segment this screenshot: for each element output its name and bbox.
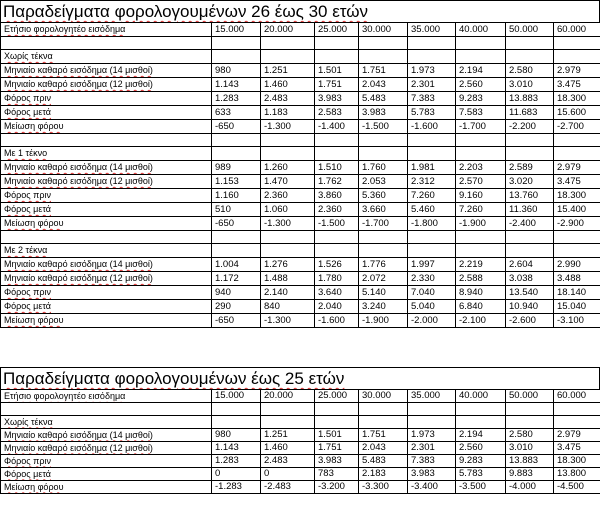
- value-cell: 1.172: [212, 272, 261, 286]
- value-cell: 18.300: [554, 454, 600, 467]
- value-cell: -2.000: [408, 314, 456, 328]
- table-row: [1, 454, 600, 467]
- value-cell: 2.301: [408, 441, 456, 454]
- value-cell: 1.780: [315, 272, 359, 286]
- value-cell: -650: [212, 314, 261, 328]
- value-cell: -2.400: [506, 217, 554, 231]
- row-label: Φόρος πριν: [1, 189, 212, 203]
- table-row: [1, 300, 600, 314]
- row-label: Ετήσιο φορολογητέο εισόδημα: [1, 23, 212, 37]
- value-cell: 633: [212, 106, 261, 120]
- row-label: Μηνιαίο καθαρό εισόδημα (12 μισθοί): [1, 78, 212, 92]
- value-cell: 9.283: [456, 92, 506, 106]
- value-cell: 510: [212, 203, 261, 217]
- value-cell: 5.460: [408, 203, 456, 217]
- value-cell: 3.983: [315, 454, 359, 467]
- value-cell: 1.751: [359, 64, 408, 78]
- value-cell: -2.200: [506, 120, 554, 134]
- value-cell: 2.979: [554, 161, 600, 175]
- value-cell: 2.604: [506, 258, 554, 272]
- income-cell: 40.000: [456, 390, 506, 403]
- value-cell: 7.383: [408, 92, 456, 106]
- value-cell: 1.153: [212, 175, 261, 189]
- table-row: [1, 120, 600, 134]
- value-cell: -650: [212, 217, 261, 231]
- spacer-row: [1, 403, 600, 416]
- table-row: [1, 175, 600, 189]
- income-cell: 40.000: [456, 23, 506, 37]
- value-cell: 1.470: [261, 175, 315, 189]
- table-row: [1, 64, 600, 78]
- value-cell: -1.500: [315, 217, 359, 231]
- value-cell: 3.010: [506, 441, 554, 454]
- row-label: Μηνιαίο καθαρό εισόδημα (12 μισθοί): [1, 441, 212, 454]
- value-cell: -1.300: [261, 217, 315, 231]
- section-header-row: [1, 147, 600, 161]
- value-cell: 2.560: [456, 78, 506, 92]
- value-cell: 2.979: [554, 64, 600, 78]
- value-cell: 2.301: [408, 78, 456, 92]
- value-cell: 9.160: [456, 189, 506, 203]
- value-cell: 2.043: [359, 78, 408, 92]
- value-cell: 1.973: [408, 428, 456, 441]
- value-cell: 2.588: [456, 272, 506, 286]
- value-cell: 3.640: [315, 286, 359, 300]
- row-label: Μείωση φόρου: [1, 217, 212, 231]
- value-cell: 5.783: [408, 106, 456, 120]
- value-cell: 2.194: [456, 428, 506, 441]
- table-row: [1, 314, 600, 328]
- value-cell: 2.560: [456, 441, 506, 454]
- value-cell: -1.500: [359, 120, 408, 134]
- value-cell: -1.400: [315, 120, 359, 134]
- table-row: [1, 428, 600, 441]
- value-cell: 5.483: [359, 92, 408, 106]
- row-label: Μηνιαίο καθαρό εισόδημα (12 μισθοί): [1, 272, 212, 286]
- row-label: Μηνιαίο καθαρό εισόδημα (14 μισθοί): [1, 258, 212, 272]
- value-cell: 980: [212, 64, 261, 78]
- value-cell: 2.570: [456, 175, 506, 189]
- value-cell: -3.500: [456, 480, 506, 493]
- value-cell: 7.383: [408, 454, 456, 467]
- table-title: Παραδείγματα φορολογουμένων 26 έως 30 ετών: [0, 0, 600, 22]
- value-cell: -1.900: [359, 314, 408, 328]
- value-cell: 3.488: [554, 272, 600, 286]
- table-row: [1, 480, 600, 493]
- value-cell: 2.183: [359, 467, 408, 480]
- value-cell: -1.300: [261, 120, 315, 134]
- value-cell: -1.283: [212, 480, 261, 493]
- value-cell: -1.600: [408, 120, 456, 134]
- value-cell: 2.203: [456, 161, 506, 175]
- table-row: [1, 78, 600, 92]
- value-cell: 2.580: [506, 64, 554, 78]
- value-cell: 1.488: [261, 272, 315, 286]
- income-cell: 60.000: [554, 390, 600, 403]
- value-cell: 9.883: [506, 467, 554, 480]
- row-label: Μείωση φόρου: [1, 480, 212, 493]
- value-cell: -1.600: [315, 314, 359, 328]
- spacer-row: [1, 134, 600, 147]
- value-cell: 13.800: [554, 467, 600, 480]
- value-cell: 18.300: [554, 92, 600, 106]
- header-row: [1, 23, 600, 37]
- row-label: Φόρος μετά: [1, 106, 212, 120]
- value-cell: 1.251: [261, 428, 315, 441]
- table-row: [1, 92, 600, 106]
- value-cell: 2.580: [506, 428, 554, 441]
- table-row: [1, 467, 600, 480]
- value-cell: 3.020: [506, 175, 554, 189]
- value-cell: -4.000: [506, 480, 554, 493]
- value-cell: 1.762: [315, 175, 359, 189]
- row-label: Φόρος μετά: [1, 467, 212, 480]
- section-label: Με 2 τέκνα: [1, 244, 212, 258]
- row-label: Μηνιαίο καθαρό εισόδημα (14 μισθοί): [1, 428, 212, 441]
- value-cell: -1.900: [456, 217, 506, 231]
- value-cell: 5.140: [359, 286, 408, 300]
- value-cell: 1.183: [261, 106, 315, 120]
- value-cell: 7.583: [456, 106, 506, 120]
- value-cell: 2.040: [315, 300, 359, 314]
- value-cell: 1.760: [359, 161, 408, 175]
- value-cell: 2.312: [408, 175, 456, 189]
- value-cell: 15.600: [554, 106, 600, 120]
- value-cell: -3.100: [554, 314, 600, 328]
- section-label: Με 1 τέκνο: [1, 147, 212, 161]
- value-cell: 2.589: [506, 161, 554, 175]
- row-label: Φόρος πριν: [1, 286, 212, 300]
- value-cell: 11.683: [506, 106, 554, 120]
- income-cell: 50.000: [506, 390, 554, 403]
- table-block-under-25: [0, 367, 600, 494]
- table-row: [1, 203, 600, 217]
- value-cell: 2.360: [315, 203, 359, 217]
- spacer-row: [1, 231, 600, 244]
- value-cell: 3.240: [359, 300, 408, 314]
- table-row: [1, 189, 600, 203]
- value-cell: 8.940: [456, 286, 506, 300]
- value-cell: 2.483: [261, 454, 315, 467]
- value-cell: 1.510: [315, 161, 359, 175]
- value-cell: -4.500: [554, 480, 600, 493]
- value-cell: -2.900: [554, 217, 600, 231]
- value-cell: -1.300: [261, 314, 315, 328]
- income-cell: 20.000: [261, 390, 315, 403]
- row-label: Ετήσιο φορολογητέο εισόδημα: [1, 390, 212, 403]
- value-cell: 1.751: [359, 428, 408, 441]
- value-cell: 3.010: [506, 78, 554, 92]
- value-cell: 18.300: [554, 189, 600, 203]
- table-title: Παραδείγματα φορολογουμένων έως 25 ετών: [0, 367, 600, 389]
- value-cell: 3.475: [554, 175, 600, 189]
- income-cell: 15.000: [212, 23, 261, 37]
- value-cell: 1.751: [315, 441, 359, 454]
- value-cell: 0: [261, 467, 315, 480]
- income-cell: 20.000: [261, 23, 315, 37]
- tax-table: [0, 389, 600, 494]
- row-label: Μηνιαίο καθαρό εισόδημα (14 μισθοί): [1, 64, 212, 78]
- value-cell: 5.360: [359, 189, 408, 203]
- value-cell: 0: [212, 467, 261, 480]
- row-label: Μηνιαίο καθαρό εισόδημα (12 μισθοί): [1, 175, 212, 189]
- value-cell: 2.483: [261, 92, 315, 106]
- value-cell: -650: [212, 120, 261, 134]
- value-cell: 3.475: [554, 441, 600, 454]
- value-cell: 2.219: [456, 258, 506, 272]
- value-cell: 13.760: [506, 189, 554, 203]
- value-cell: 1.143: [212, 78, 261, 92]
- value-cell: 2.194: [456, 64, 506, 78]
- value-cell: -3.200: [315, 480, 359, 493]
- row-label: Μηνιαίο καθαρό εισόδημα (14 μισθοί): [1, 161, 212, 175]
- value-cell: 1.973: [408, 64, 456, 78]
- value-cell: 5.483: [359, 454, 408, 467]
- value-cell: 5.783: [456, 467, 506, 480]
- income-cell: 60.000: [554, 23, 600, 37]
- section-label: Χωρίς τέκνα: [1, 50, 212, 64]
- value-cell: 1.997: [408, 258, 456, 272]
- value-cell: 1.460: [261, 78, 315, 92]
- value-cell: 1.751: [315, 78, 359, 92]
- header-row: [1, 390, 600, 403]
- value-cell: 13.540: [506, 286, 554, 300]
- value-cell: 1.283: [212, 454, 261, 467]
- table-row: [1, 272, 600, 286]
- value-cell: 1.981: [408, 161, 456, 175]
- value-cell: 1.160: [212, 189, 261, 203]
- income-cell: 30.000: [359, 390, 408, 403]
- value-cell: 2.979: [554, 428, 600, 441]
- row-label: Μείωση φόρου: [1, 120, 212, 134]
- value-cell: 18.140: [554, 286, 600, 300]
- value-cell: 5.040: [408, 300, 456, 314]
- table-row: [1, 217, 600, 231]
- income-cell: 25.000: [315, 23, 359, 37]
- income-cell: 35.000: [408, 390, 456, 403]
- value-cell: 290: [212, 300, 261, 314]
- value-cell: 989: [212, 161, 261, 175]
- spacer-row: [1, 37, 600, 50]
- value-cell: 13.883: [506, 454, 554, 467]
- section-label: Χωρίς τέκνα: [1, 415, 212, 428]
- income-cell: 15.000: [212, 390, 261, 403]
- section-header-row: [1, 244, 600, 258]
- value-cell: -2.100: [456, 314, 506, 328]
- value-cell: 2.043: [359, 441, 408, 454]
- table-row: [1, 258, 600, 272]
- value-cell: 1.260: [261, 161, 315, 175]
- value-cell: 6.840: [456, 300, 506, 314]
- income-cell: 35.000: [408, 23, 456, 37]
- value-cell: 3.983: [408, 467, 456, 480]
- row-label: Μείωση φόρου: [1, 314, 212, 328]
- value-cell: 7.260: [408, 189, 456, 203]
- value-cell: 1.501: [315, 428, 359, 441]
- value-cell: -2.483: [261, 480, 315, 493]
- value-cell: 11.360: [506, 203, 554, 217]
- value-cell: 1.251: [261, 64, 315, 78]
- value-cell: -2.700: [554, 120, 600, 134]
- value-cell: 2.360: [261, 189, 315, 203]
- tax-table: [0, 22, 600, 328]
- value-cell: -1.800: [408, 217, 456, 231]
- value-cell: 1.526: [315, 258, 359, 272]
- value-cell: 2.072: [359, 272, 408, 286]
- value-cell: -3.300: [359, 480, 408, 493]
- value-cell: 15.400: [554, 203, 600, 217]
- row-label: Φόρος μετά: [1, 300, 212, 314]
- value-cell: 1.501: [315, 64, 359, 78]
- table-row: [1, 441, 600, 454]
- value-cell: 1.004: [212, 258, 261, 272]
- value-cell: 2.330: [408, 272, 456, 286]
- row-label: Φόρος πριν: [1, 454, 212, 467]
- value-cell: -1.700: [456, 120, 506, 134]
- value-cell: 3.983: [315, 92, 359, 106]
- value-cell: 7.260: [456, 203, 506, 217]
- value-cell: 783: [315, 467, 359, 480]
- value-cell: 1.776: [359, 258, 408, 272]
- table-row: [1, 286, 600, 300]
- income-cell: 30.000: [359, 23, 408, 37]
- value-cell: 13.883: [506, 92, 554, 106]
- section-header-row: [1, 415, 600, 428]
- value-cell: 1.460: [261, 441, 315, 454]
- income-cell: 25.000: [315, 390, 359, 403]
- value-cell: 15.040: [554, 300, 600, 314]
- value-cell: -2.600: [506, 314, 554, 328]
- value-cell: 3.475: [554, 78, 600, 92]
- value-cell: 840: [261, 300, 315, 314]
- table-row: [1, 161, 600, 175]
- value-cell: 2.140: [261, 286, 315, 300]
- value-cell: 10.940: [506, 300, 554, 314]
- value-cell: 1.276: [261, 258, 315, 272]
- value-cell: -3.400: [408, 480, 456, 493]
- value-cell: 1.060: [261, 203, 315, 217]
- income-cell: 50.000: [506, 23, 554, 37]
- value-cell: 2.583: [315, 106, 359, 120]
- section-header-row: [1, 50, 600, 64]
- value-cell: 980: [212, 428, 261, 441]
- value-cell: 2.990: [554, 258, 600, 272]
- row-label: Φόρος πριν: [1, 92, 212, 106]
- value-cell: 2.053: [359, 175, 408, 189]
- value-cell: -1.700: [359, 217, 408, 231]
- value-cell: 3.660: [359, 203, 408, 217]
- table-row: [1, 106, 600, 120]
- value-cell: 940: [212, 286, 261, 300]
- value-cell: 7.040: [408, 286, 456, 300]
- value-cell: 9.283: [456, 454, 506, 467]
- value-cell: 1.143: [212, 441, 261, 454]
- value-cell: 1.283: [212, 92, 261, 106]
- value-cell: 3.983: [359, 106, 408, 120]
- row-label: Φόρος μετά: [1, 203, 212, 217]
- value-cell: 3.860: [315, 189, 359, 203]
- value-cell: 3.038: [506, 272, 554, 286]
